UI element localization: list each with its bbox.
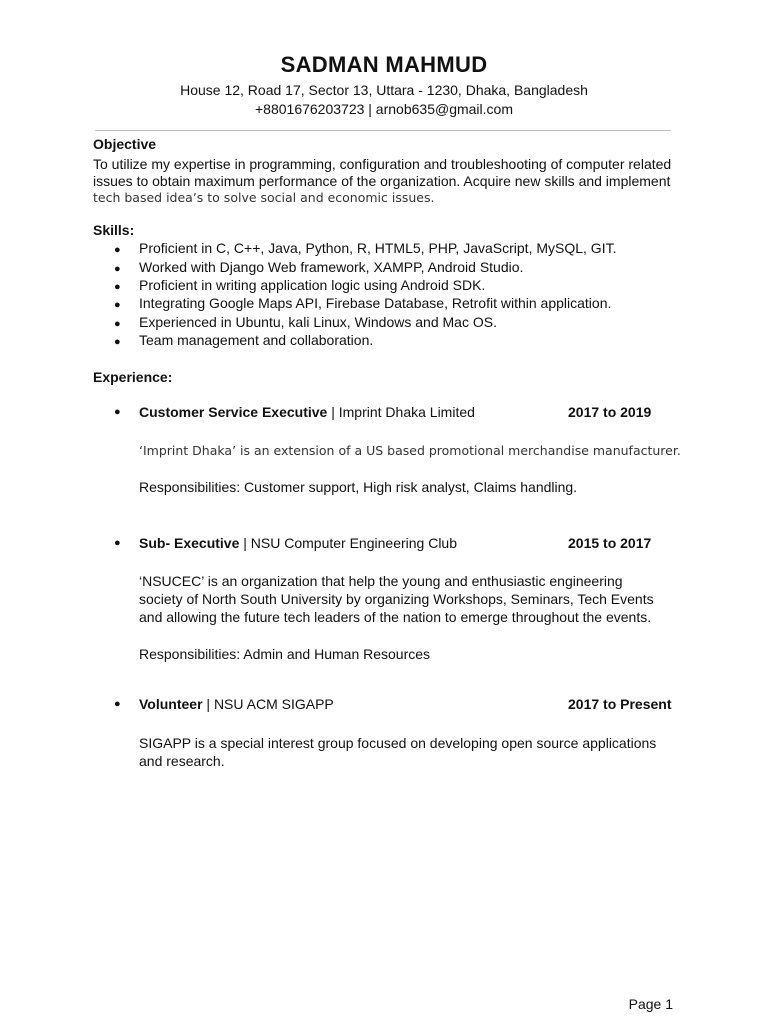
experience-org: | NSU ACM SIGAPP	[202, 696, 334, 712]
experience-title	[139, 696, 334, 712]
bullet-icon: ●	[114, 318, 121, 330]
bullet-icon: ●	[114, 263, 121, 275]
objective-line-3: tech based idea’s to solve social and economic issues.	[93, 190, 435, 205]
skill-item	[114, 240, 616, 256]
experience-description: ‘Imprint Dhaka’ is an extension of a US based promotional merchandise manufacturer.	[139, 443, 681, 458]
experience-role: Customer Service Executive	[139, 404, 328, 420]
skill-text: Integrating Google Maps API, Firebase Database, Retrofit within application.	[139, 295, 612, 311]
skill-item	[114, 295, 611, 311]
experience-role: Volunteer	[139, 696, 203, 712]
skill-item	[114, 314, 497, 330]
bullet-icon: ●	[114, 537, 121, 549]
experience-role: Sub- Executive	[139, 535, 240, 551]
experience-description: and research.	[139, 753, 225, 769]
resume-name: SADMAN MAHMUD	[280, 52, 488, 77]
objective-heading: Objective	[93, 136, 157, 152]
experience-org: | Imprint Dhaka Limited	[327, 404, 475, 420]
skill-item	[114, 259, 523, 275]
experience-org: | NSU Computer Engineering Club	[239, 535, 458, 551]
skill-text: Team management and collaboration.	[139, 332, 374, 348]
objective-line-2: issues to obtain maximum performance of the organization. Acquire new skills and implement	[93, 173, 671, 189]
skill-text: Proficient in C, C++, Java, Python, R, HTML5, PHP, JavaScript, MySQL, GIT.	[139, 240, 617, 256]
experience-heading: Experience:	[93, 369, 173, 385]
experience-dates: 2017 to Present	[568, 696, 672, 712]
experience-description: SIGAPP is a special interest group focused on developing open source applications	[139, 735, 657, 751]
experience-dates: 2015 to 2017	[568, 535, 652, 551]
bullet-icon: ●	[114, 244, 121, 256]
experience-description: ‘NSUCEC’ is an organization that help the young and enthusiastic engineering	[139, 573, 623, 589]
experience-responsibilities: Responsibilities: Customer support, High risk analyst, Claims handling.	[139, 479, 578, 495]
experience-title	[139, 535, 457, 551]
experience-description: and allowing the future tech leaders of the nation to emerge throughout the events.	[139, 609, 652, 625]
experience-responsibilities: Responsibilities: Admin and Human Resources	[139, 646, 431, 662]
objective-line-1: To utilize my expertise in programming, configuration and troubleshooting of computer related	[93, 156, 672, 172]
bullet-icon: ●	[114, 698, 121, 710]
skill-item	[114, 332, 373, 348]
bullet-icon: ●	[114, 336, 121, 348]
skill-text: Worked with Django Web framework, XAMPP, Android Studio.	[139, 259, 524, 275]
skill-item	[114, 277, 485, 293]
skills-heading: Skills:	[93, 222, 135, 238]
skill-text: Proficient in writing application logic using Android SDK.	[139, 277, 486, 293]
experience-dates: 2017 to 2019	[568, 404, 652, 420]
header-divider	[95, 130, 671, 131]
experience-title	[139, 404, 475, 420]
bullet-icon: ●	[114, 406, 121, 418]
page-number: Page 1	[628, 996, 673, 1012]
bullet-icon: ●	[114, 299, 121, 311]
bullet-icon: ●	[114, 281, 121, 293]
experience-description: society of North South University by organizing Workshops, Seminars, Tech Events	[139, 591, 654, 607]
skill-text: Experienced in Ubuntu, kali Linux, Windows and Mac OS.	[139, 314, 497, 330]
address-line: House 12, Road 17, Sector 13, Uttara - 1230, Dhaka, Bangladesh	[180, 82, 588, 98]
contact-line: +8801676203723 | arnob635@gmail.com	[255, 101, 513, 117]
